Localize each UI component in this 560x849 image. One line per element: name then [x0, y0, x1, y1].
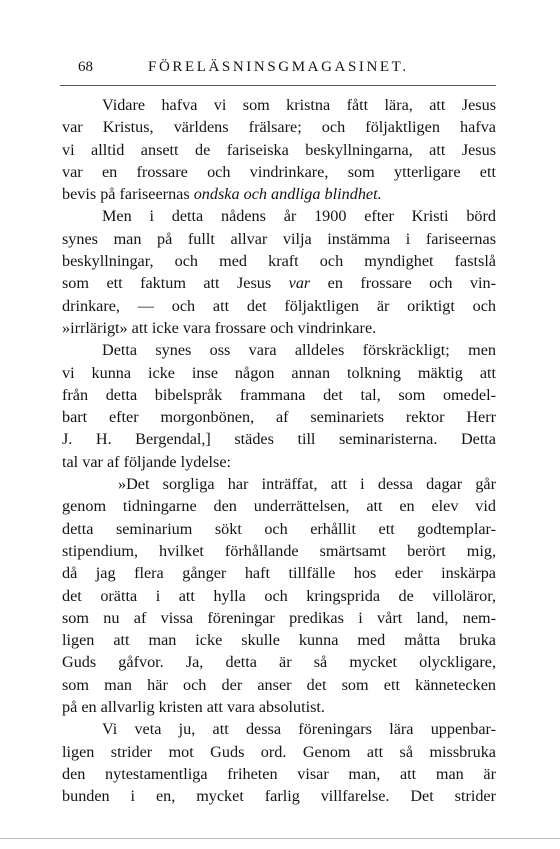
header-rule	[60, 85, 496, 86]
text-line: drinkare, — och att det följaktligen är oriktigt och	[62, 296, 496, 315]
text-line: som nu af vissa föreningar predikas i vårt land, nem-	[62, 608, 496, 627]
text-line: »irrlärigt» att icke vara frossare och vindrinkare.	[62, 318, 377, 337]
text-line: vi kunna icke inse någon annan tolkning mäktig att	[62, 363, 496, 382]
text-line: bart efter morgonbönen, af seminariets rektor Herr	[62, 408, 496, 427]
text-line: Vidare hafva vi som kristna fått lära, att Jesus	[102, 96, 496, 114]
text-line: Vi veta ju, att dessa föreningars lära uppenbar-	[102, 720, 496, 739]
page-header	[60, 59, 500, 81]
text-line: beskyllningar, och med kraft och myndighet fastslå	[62, 252, 496, 271]
page-edge-rule	[0, 838, 560, 839]
text-line: synes man på fullt allvar vilja instämma i fariseernas	[62, 229, 496, 248]
text-line: på en allvarlig kristen att vara absolutist.	[62, 698, 325, 717]
text-line: var Kristus, världens frälsare; och följaktligen hafva	[62, 118, 496, 137]
text-line: detta seminarium sökt och erhållit ett godtemplar-	[62, 519, 496, 538]
text-segment: en frossare och vin-	[327, 274, 496, 293]
text-line	[62, 272, 496, 294]
text-line: »Det sorgliga har inträffat, att i dessa dagar går	[118, 475, 496, 494]
text-line: ligen att man icke skulle kunna med måtta bruka	[62, 631, 496, 650]
text-line: Detta synes oss vara alldeles förskräckligt; men	[102, 341, 496, 360]
text-line: stipendium, hvilket förhållande smärtsamt berört mig,	[62, 541, 496, 560]
text-line: Guds gåfvor. Ja, detta är så mycket olyckligare,	[62, 653, 496, 672]
text-line: Men i detta nådens år 1900 efter Kristi börd	[102, 207, 496, 226]
text-segment: som ett faktum att Jesus	[62, 274, 272, 293]
text-line: vi alltid ansett de fariseiska beskyllningarna, att Jesus	[62, 140, 496, 159]
text-line: som man här och der anser det som ett kännetecken	[62, 675, 496, 694]
page-number: 68	[78, 59, 93, 75]
italic-word: var	[288, 274, 311, 293]
text-line: det orätta i att hylla och kringsprida de villoläror,	[62, 586, 496, 605]
text-line: genom tidningarne den underrättelsen, att en elev vid	[62, 497, 496, 516]
running-title: FÖRELÄSNINSGMAGASINET.	[148, 59, 409, 75]
text-line: tal var af följande lydelse:	[62, 452, 231, 471]
text-line	[62, 183, 496, 205]
text-segment: bevis på fariseernas	[62, 185, 190, 204]
italic-phrase: ondska och andliga blindhet.	[193, 185, 382, 204]
text-line: från detta bibelspråk frammana det tal, som omedel-	[62, 385, 496, 404]
body-text	[62, 94, 496, 808]
text-line: var en frossare och vindrinkare, som ytterligare ett	[62, 162, 496, 181]
text-line: ligen strider mot Guds ord. Genom att så missbruka	[62, 742, 496, 761]
text-line: J. H. Bergendal,] städes till seminaristerna. Detta	[62, 430, 496, 449]
text-line: den nytestamentliga friheten visar man, att man är	[62, 764, 496, 783]
text-line: då jag flera gånger haft tillfälle hos eder inskärpa	[62, 564, 496, 583]
text-line: bunden i en, mycket farlig villfarelse. Det strider	[62, 787, 496, 806]
